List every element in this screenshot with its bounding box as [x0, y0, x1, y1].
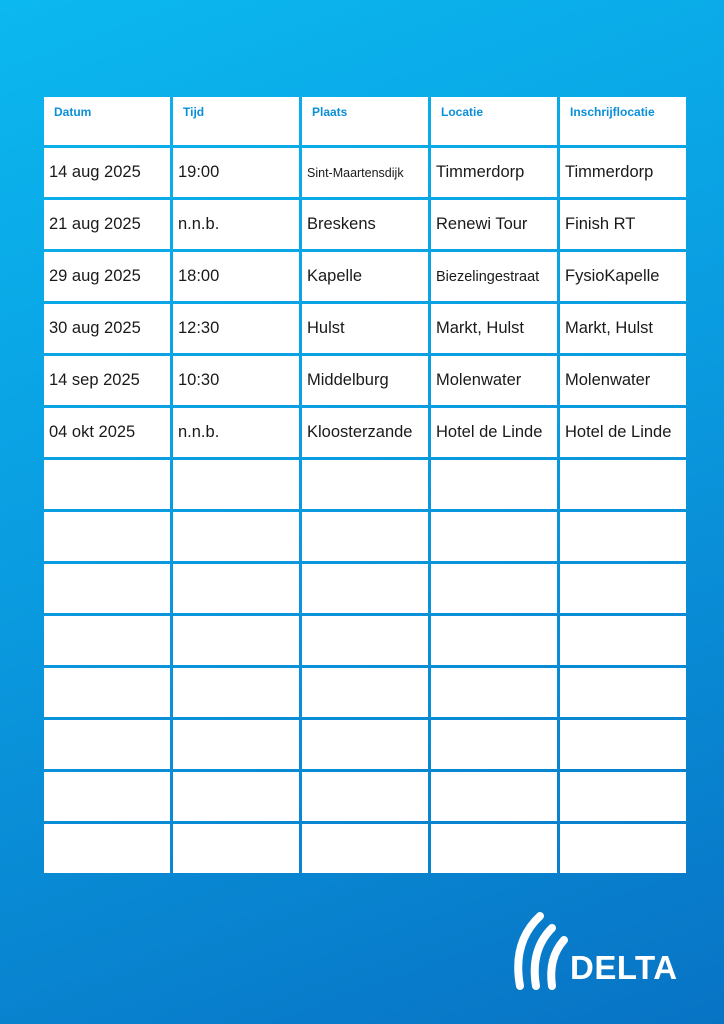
table-cell-plaats: Sint-Maartensdijk — [302, 148, 428, 197]
table-cell-locatie — [431, 668, 557, 717]
table-cell-locatie — [431, 564, 557, 613]
table-cell-inschrijflocatie: FysioKapelle — [560, 252, 686, 301]
table-cell-datum — [44, 720, 170, 769]
table-cell-plaats — [302, 564, 428, 613]
table-cell-tijd: n.n.b. — [173, 200, 299, 249]
table-cell-datum — [44, 824, 170, 873]
table-cell-inschrijflocatie: Molenwater — [560, 356, 686, 405]
table-cell-inschrijflocatie: Finish RT — [560, 200, 686, 249]
table-cell-locatie: Markt, Hulst — [431, 304, 557, 353]
table-cell-inschrijflocatie — [560, 512, 686, 561]
table-cell-tijd — [173, 512, 299, 561]
table-cell-locatie: Hotel de Linde — [431, 408, 557, 457]
table-cell-plaats: Middelburg — [302, 356, 428, 405]
table-cell-locatie: Biezelingestraat — [431, 252, 557, 301]
table-cell-tijd: 10:30 — [173, 356, 299, 405]
table-cell-datum: 21 aug 2025 — [44, 200, 170, 249]
table-cell-datum — [44, 512, 170, 561]
table-cell-datum — [44, 460, 170, 509]
table-cell-inschrijflocatie — [560, 564, 686, 613]
table-cell-tijd: 19:00 — [173, 148, 299, 197]
table-cell-locatie — [431, 460, 557, 509]
table-cell-tijd — [173, 460, 299, 509]
table-cell-tijd — [173, 772, 299, 821]
table-cell-datum — [44, 668, 170, 717]
table-cell-datum: 14 sep 2025 — [44, 356, 170, 405]
table-cell-tijd — [173, 668, 299, 717]
table-cell-plaats — [302, 720, 428, 769]
header-tijd: Tijd — [173, 97, 299, 145]
table-cell-datum: 30 aug 2025 — [44, 304, 170, 353]
table-cell-plaats — [302, 460, 428, 509]
header-plaats: Plaats — [302, 97, 428, 145]
header-datum: Datum — [44, 97, 170, 145]
table-cell-plaats — [302, 824, 428, 873]
table-cell-datum — [44, 616, 170, 665]
delta-logo-text: DELTA — [570, 949, 678, 986]
header-inschrijflocatie: Inschrijflocatie — [560, 97, 686, 145]
table-cell-locatie — [431, 772, 557, 821]
table-cell-locatie: Timmerdorp — [431, 148, 557, 197]
table-cell-locatie — [431, 616, 557, 665]
table-cell-tijd — [173, 616, 299, 665]
table-cell-locatie — [431, 720, 557, 769]
table-cell-plaats — [302, 616, 428, 665]
table-cell-plaats: Hulst — [302, 304, 428, 353]
table-cell-tijd: 18:00 — [173, 252, 299, 301]
table-cell-datum: 14 aug 2025 — [44, 148, 170, 197]
header-locatie: Locatie — [431, 97, 557, 145]
table-cell-tijd: n.n.b. — [173, 408, 299, 457]
table-cell-locatie — [431, 824, 557, 873]
table-cell-plaats — [302, 772, 428, 821]
table-cell-inschrijflocatie — [560, 668, 686, 717]
table-cell-tijd — [173, 564, 299, 613]
table-cell-inschrijflocatie — [560, 460, 686, 509]
table-cell-inschrijflocatie: Hotel de Linde — [560, 408, 686, 457]
table-cell-inschrijflocatie — [560, 616, 686, 665]
schedule-table — [44, 97, 686, 876]
table-cell-locatie — [431, 512, 557, 561]
table-cell-datum: 04 okt 2025 — [44, 408, 170, 457]
table-cell-inschrijflocatie — [560, 824, 686, 873]
table-cell-tijd: 12:30 — [173, 304, 299, 353]
table-cell-plaats: Breskens — [302, 200, 428, 249]
table-cell-inschrijflocatie: Timmerdorp — [560, 148, 686, 197]
table-cell-plaats: Kloosterzande — [302, 408, 428, 457]
table-cell-locatie: Molenwater — [431, 356, 557, 405]
table-cell-datum — [44, 564, 170, 613]
table-cell-plaats — [302, 668, 428, 717]
table-cell-datum: 29 aug 2025 — [44, 252, 170, 301]
table-cell-inschrijflocatie: Markt, Hulst — [560, 304, 686, 353]
table-cell-tijd — [173, 720, 299, 769]
table-cell-locatie: Renewi Tour — [431, 200, 557, 249]
table-cell-inschrijflocatie — [560, 720, 686, 769]
table-cell-plaats — [302, 512, 428, 561]
table-cell-plaats: Kapelle — [302, 252, 428, 301]
table-cell-inschrijflocatie — [560, 772, 686, 821]
table-cell-datum — [44, 772, 170, 821]
table-cell-tijd — [173, 824, 299, 873]
